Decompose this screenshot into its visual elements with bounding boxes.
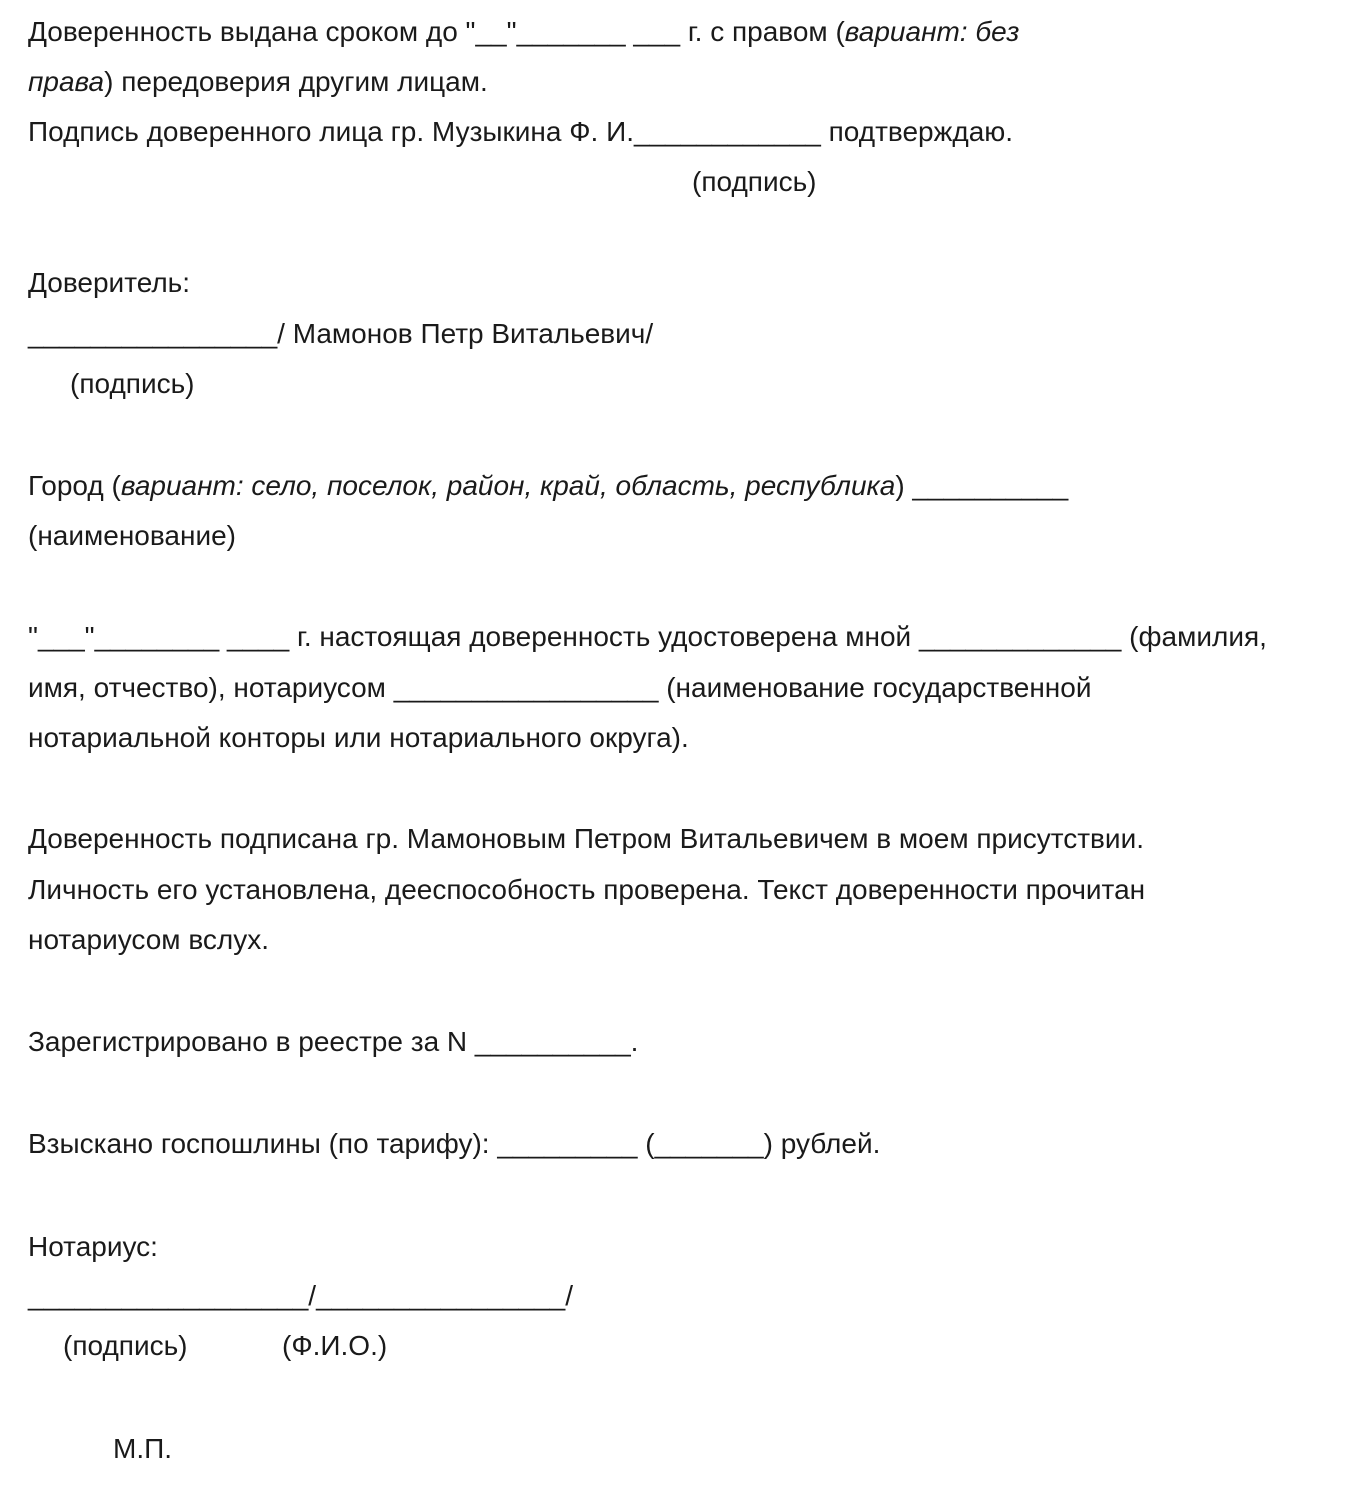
- fee-line: Взыскано госпошлины (по тарифу): _________ (_______) рублей.: [28, 1128, 881, 1159]
- signed-line-3: нотариусом вслух.: [28, 924, 269, 955]
- city-caption: (наименование): [28, 520, 236, 551]
- term-text: Доверенность выдана сроком до "__"_______ ___ г. с правом (: [28, 16, 845, 47]
- principal-heading: Доверитель:: [28, 267, 191, 298]
- city-line: [28, 472, 1068, 500]
- registry-line: Зарегистрировано в реестре за N __________.: [28, 1026, 639, 1057]
- subdelegation-text: ) передоверия другим лицам.: [104, 66, 488, 97]
- attorney-signature-line: Подпись доверенного лица гр. Музыкина Ф. И.____________ подтверждаю.: [28, 116, 1014, 147]
- city-variant-text: вариант: село, поселок, район, край, область, республика: [120, 470, 896, 501]
- certification-line-1: "___"________ ____ г. настоящая доверенность удостоверена мной _____________ (фамилия,: [28, 621, 1267, 652]
- seal-placeholder: М.П.: [113, 1433, 173, 1464]
- notary-signature-caption: (подпись): [63, 1330, 188, 1361]
- signed-line-1: Доверенность подписана гр. Мамоновым Петром Витальевичем в моем присутствии.: [28, 823, 1144, 854]
- certification-line-3: нотариальной конторы или нотариального округа).: [28, 722, 689, 753]
- signed-line-2: Личность его установлена, дееспособность проверена. Текст доверенности прочитан: [28, 874, 1146, 905]
- principal-signature-caption: (подпись): [70, 368, 195, 399]
- certification-line-2: имя, отчество), нотариусом _________________ (наименование государственной: [28, 672, 1092, 703]
- city-text: Город (: [28, 470, 121, 501]
- notary-name-caption: (Ф.И.О.): [282, 1330, 388, 1361]
- notary-signature-line: __________________/________________/: [28, 1280, 574, 1311]
- subdelegation-variant-text: права: [28, 66, 105, 97]
- city-blank: ) __________: [895, 470, 1069, 501]
- term-line: [28, 18, 1019, 46]
- principal-signature-line: ________________/ Мамонов Петр Витальевич/: [28, 318, 654, 349]
- attorney-signature-caption: (подпись): [692, 166, 817, 197]
- subdelegation-line: [28, 68, 488, 96]
- term-variant-text: вариант: без: [844, 16, 1020, 47]
- notary-heading: Нотариус:: [28, 1231, 158, 1262]
